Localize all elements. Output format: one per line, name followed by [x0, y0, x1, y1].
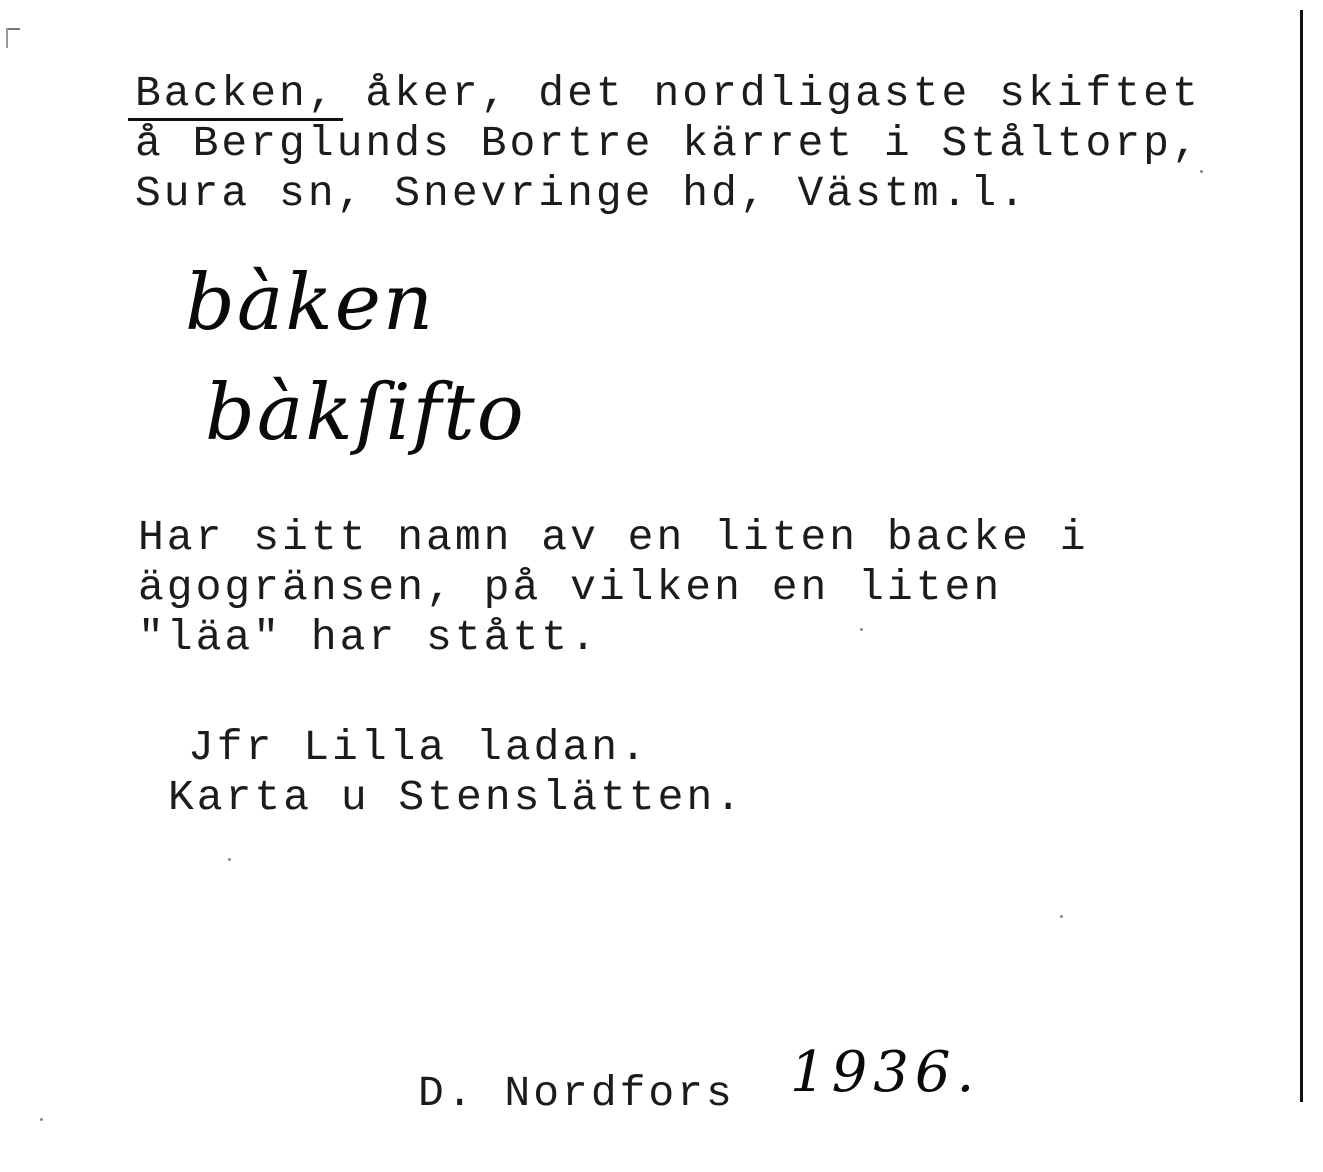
scan-speck — [40, 1118, 43, 1121]
header-line-1: Backen, åker, det nordligaste skiftet — [135, 69, 1201, 118]
description-line-3: "läa" har stått. — [138, 613, 599, 662]
signature: D. Nordfors — [418, 1069, 735, 1118]
handwritten-pronunciation-1: bàken — [185, 258, 436, 348]
scan-speck — [1060, 915, 1063, 918]
scan-speck — [860, 628, 863, 631]
header-line-2: å Berglunds Bortre kärret i Ståltorp, — [135, 119, 1201, 168]
handwritten-pronunciation-2: bàkſifto — [205, 368, 526, 458]
header-line-3: Sura sn, Snevringe hd, Västm.l. — [135, 169, 1028, 218]
description-line-1: Har sitt namn av en liten backe i — [138, 513, 1089, 562]
scan-speck — [228, 858, 231, 861]
reference-line-1: Jfr Lilla ladan. — [188, 723, 649, 772]
description-line-2: ägogränsen, på vilken en liten — [138, 563, 1003, 612]
reference-line-2: Karta u Stenslätten. — [168, 773, 745, 822]
scan-speck — [1200, 170, 1203, 173]
card-right-edge — [1300, 10, 1303, 1102]
card-corner-mark — [6, 28, 20, 30]
handwritten-year: 1936. — [790, 1040, 981, 1105]
card-corner-mark-vertical — [6, 28, 8, 48]
